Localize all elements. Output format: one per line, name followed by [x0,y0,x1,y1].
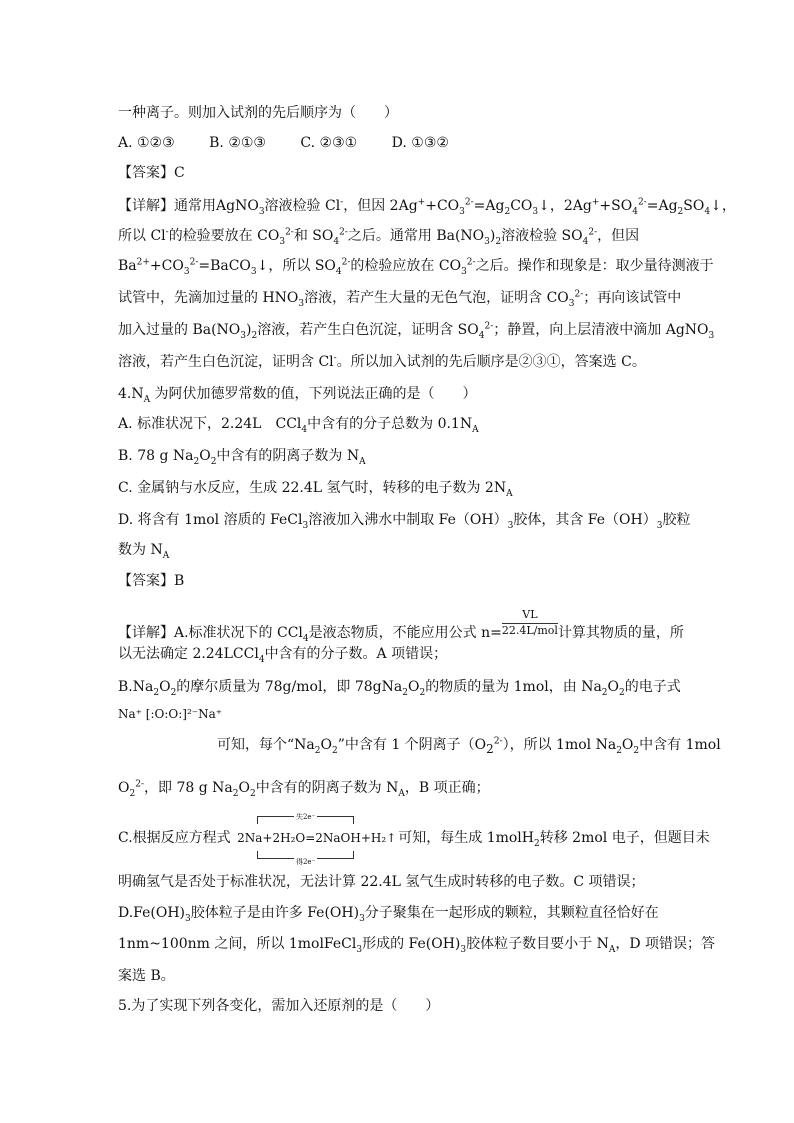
q4-detail-b: $B.Na_2O_2$的摩尔质量为 78g/mol，即 $78gNa_2O_2$的物质的量为 1mol，由 $Na_2O_2$的电子式 [118,679,681,698]
q3-detail-line-1: 【详解】通常用AgNO$_3$溶液检验 Cl-，但因 $2Ag^++CO_3^{2-}=Ag_2CO_3↓$，$2Ag^++SO_4^{2-}=Ag_2SO_4↓$， [118,197,736,217]
q4-option-b: B. 78 g $Na_2O_2$中含有的阴离子数为 $N_A$ [118,448,366,467]
q4-option-d: D. 将含有 1mol 溶质的 FeCl$_3$溶液加入沸水中制取 $Fe(OH)_3$胶体，其含 $Fe(OH)_3$胶粒 [118,512,691,531]
q5-stem: 5.为了实现下列各变化，需加入还原剂的是（ ） [118,998,440,1014]
q4-detail-b-line-2: 可知，每个“$Na_2O_2$”中含有 1 个阴离子$(O_2^{2-})$，所以 1mol $Na_2O_2$中含有 1mol [217,736,721,756]
q3-option-c: C. ②③① [300,135,358,151]
q3-detail-line-4: 试管中，先滴加过量的 $HNO_3$溶液，若产生大量的无色气泡，证明含 $CO_3^{2-}$；再向该试管中 [118,289,682,309]
q4-stem: $4.N_A$ 为阿伏加德罗常数的值，下列说法正确的是（ ） [118,386,477,405]
q3-detail-line-3: $Ba^{2+}+CO_3^{2-}=BaCO_3↓$，所以 $SO_4^{2-}$的检验应放在 $CO_3^{2-}$之后。操作和现象是：取少量待测液于 [118,257,714,277]
q4-detail-a-cont: 以无法确定 2.24LCCl$_4$中含有的分子数。A 项错误； [118,646,448,665]
q4-detail-b-line-3: $O_2^{2-}$，即 78 g $Na_2O_2$中含有的阴离子数为 $N_A$，B 项正确； [118,779,490,799]
q4-detail-c: C.根据反应方程式 失2e⁻ 2Na+2H₂O=2NaOH+H₂↑ 得2e⁻ 可知，每生成 1molH$_2$转移 2mol 电子，但题目未 [118,813,710,866]
q4-detail-d-end: 案选 B。 [118,968,175,984]
formula-fraction: $\frac{VL}{\text{22.4L/mol}}$ [501,608,558,637]
q4-detail-a: 【详解】A.标准状况下的 CCl$_4$是液态物质，不能应用公式 n= $\frac{VL}{\text{22.4L/mol}}$ 计算其物质的量，所 [118,608,684,644]
q3-detail-line-2: 所以 Cl-的检验要放在 $CO_3^{2-}$和 $SO_4^{2-}$之后。通常用 $Ba(NO_3)_2$溶液检验 $SO_4^{2-}$，但因 [118,227,640,247]
q3-answer: 【答案】C [118,165,185,181]
q3-continuation: 一种离子。则加入试剂的先后顺序为（ ） [118,105,398,121]
q4-detail-d-cont: 1nm~100nm 之间，所以 1molFeCl$_3$形成的 $Fe(OH)_3$胶体粒子数目要小于 $N_A$，D 项错误；答 [118,936,716,955]
q4-option-d-cont: 数为 $N_A$ [118,542,170,561]
lewis-structure: Na⁺ [:O:O:]²⁻Na⁺ [118,707,223,721]
q3-option-a: A. ①②③ [118,135,175,151]
q3-option-d: D. ①③② [391,135,449,151]
q3-detail-line-6: 溶液，若产生白色沉淀，证明含 Cl-。所以加入试剂的先后顺序是②③①，答案选 C。 [118,353,646,370]
q4-detail-d: $D.Fe(OH)_3$胶体粒子是由许多 $Fe(OH)_3$分子聚集在一起形成的颗粒，其颗粒直径恰好在 [118,905,659,924]
redox-equation: 失2e⁻ 2Na+2H₂O=2NaOH+H₂↑ 得2e⁻ [237,813,397,866]
q4-detail-c-cont: 明确氢气是否处于标准状况，无法计算 22.4L 氢气生成时转移的电子数。C 项错误； [118,874,645,890]
q3-detail-line-5: 加入过量的 $Ba(NO_3)_2$溶液，若产生白色沉淀，证明含 $SO_4^{2-}$；静置，向上层清液中滴加 AgNO$_3$ [118,321,715,341]
q4-option-a: A. 标准状况下，2.24L CCl$_4$中含有的分子总数为 $0.1N_A$ [118,416,479,435]
q4-option-c: C. 金属钠与水反应，生成 22.4L 氢气时，转移的电子数为 $2N_A$ [118,480,513,499]
q3-options [118,133,688,153]
q3-option-b: B. ②①③ [209,135,266,151]
q4-answer: 【答案】B [118,573,185,589]
